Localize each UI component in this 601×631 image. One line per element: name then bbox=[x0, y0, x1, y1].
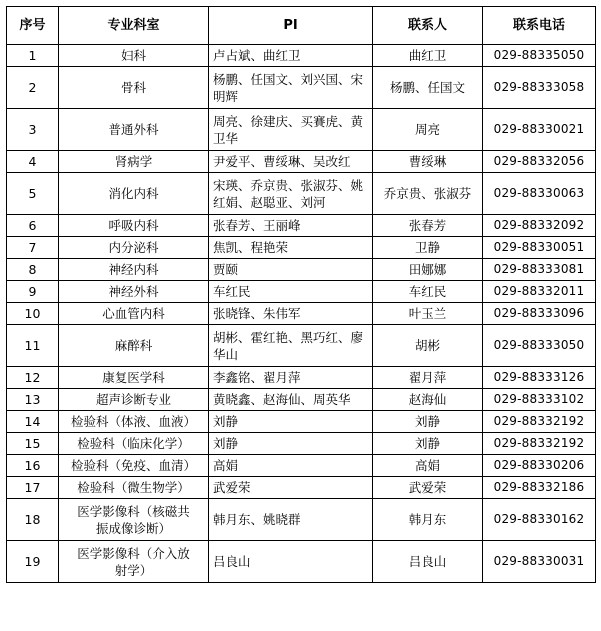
cell-contact: 田娜娜 bbox=[373, 259, 483, 281]
cell-index: 11 bbox=[7, 325, 59, 367]
cell-phone: 029-88332056 bbox=[483, 151, 596, 173]
table-row bbox=[7, 215, 596, 237]
cell-pi: 车红民 bbox=[209, 281, 373, 303]
cell-phone: 029-88330021 bbox=[483, 109, 596, 151]
cell-pi: 贾颐 bbox=[209, 259, 373, 281]
cell-contact: 曲红卫 bbox=[373, 45, 483, 67]
cell-phone: 029-88332011 bbox=[483, 281, 596, 303]
cell-pi: 武爱荣 bbox=[209, 477, 373, 499]
cell-contact: 武爱荣 bbox=[373, 477, 483, 499]
cell-department: 检验科（体液、血液） bbox=[59, 411, 209, 433]
cell-phone: 029-88330063 bbox=[483, 173, 596, 215]
cell-phone: 029-88333126 bbox=[483, 367, 596, 389]
cell-phone: 029-88332092 bbox=[483, 215, 596, 237]
table-row bbox=[7, 455, 596, 477]
table-row bbox=[7, 499, 596, 541]
cell-contact: 胡彬 bbox=[373, 325, 483, 367]
cell-pi: 周亮、徐建庆、买賽虎、黄卫华 bbox=[209, 109, 373, 151]
cell-index: 17 bbox=[7, 477, 59, 499]
cell-pi: 焦凯、程艳荣 bbox=[209, 237, 373, 259]
cell-index: 1 bbox=[7, 45, 59, 67]
header-department: 专业科室 bbox=[59, 7, 209, 45]
header-contact: 联系人 bbox=[373, 7, 483, 45]
cell-contact: 高娟 bbox=[373, 455, 483, 477]
cell-department: 超声诊断专业 bbox=[59, 389, 209, 411]
cell-index: 6 bbox=[7, 215, 59, 237]
cell-phone: 029-88333058 bbox=[483, 67, 596, 109]
cell-index: 3 bbox=[7, 109, 59, 151]
header-phone: 联系电话 bbox=[483, 7, 596, 45]
table-row bbox=[7, 259, 596, 281]
cell-pi: 胡彬、霍红艳、黑巧红、廖华山 bbox=[209, 325, 373, 367]
cell-contact: 韩月东 bbox=[373, 499, 483, 541]
cell-index: 7 bbox=[7, 237, 59, 259]
cell-contact: 乔京贵、张淑芬 bbox=[373, 173, 483, 215]
table-header-row bbox=[7, 7, 596, 45]
cell-phone: 029-88332192 bbox=[483, 411, 596, 433]
cell-contact: 周亮 bbox=[373, 109, 483, 151]
cell-index: 4 bbox=[7, 151, 59, 173]
cell-department: 检验科（微生物学） bbox=[59, 477, 209, 499]
cell-index: 2 bbox=[7, 67, 59, 109]
cell-pi: 刘静 bbox=[209, 433, 373, 455]
cell-department: 心血管内科 bbox=[59, 303, 209, 325]
table-row bbox=[7, 67, 596, 109]
cell-index: 15 bbox=[7, 433, 59, 455]
cell-index: 5 bbox=[7, 173, 59, 215]
cell-department: 医学影像科（核磁共振成像诊断） bbox=[59, 499, 209, 541]
cell-contact: 叶玉兰 bbox=[373, 303, 483, 325]
table-row bbox=[7, 237, 596, 259]
cell-department: 妇科 bbox=[59, 45, 209, 67]
cell-department: 普通外科 bbox=[59, 109, 209, 151]
cell-pi: 吕良山 bbox=[209, 541, 373, 583]
cell-phone: 029-88330162 bbox=[483, 499, 596, 541]
cell-contact: 杨鹏、任国文 bbox=[373, 67, 483, 109]
cell-contact: 翟月萍 bbox=[373, 367, 483, 389]
header-pi: PI bbox=[209, 7, 373, 45]
cell-contact: 曹绥琳 bbox=[373, 151, 483, 173]
cell-index: 13 bbox=[7, 389, 59, 411]
cell-phone: 029-88332186 bbox=[483, 477, 596, 499]
contact-table-container bbox=[6, 6, 596, 583]
cell-department: 医学影像科（介入放射学） bbox=[59, 541, 209, 583]
cell-pi: 高娟 bbox=[209, 455, 373, 477]
cell-department: 肾病学 bbox=[59, 151, 209, 173]
cell-index: 8 bbox=[7, 259, 59, 281]
cell-department: 消化内科 bbox=[59, 173, 209, 215]
cell-index: 14 bbox=[7, 411, 59, 433]
cell-index: 16 bbox=[7, 455, 59, 477]
table-row bbox=[7, 367, 596, 389]
cell-pi: 李鑫铭、翟月萍 bbox=[209, 367, 373, 389]
table-row bbox=[7, 151, 596, 173]
cell-phone: 029-88330206 bbox=[483, 455, 596, 477]
contact-table bbox=[6, 6, 596, 583]
cell-phone: 029-88332192 bbox=[483, 433, 596, 455]
table-row bbox=[7, 303, 596, 325]
cell-department: 检验科（免疫、血清） bbox=[59, 455, 209, 477]
table-row bbox=[7, 389, 596, 411]
cell-department: 呼吸内科 bbox=[59, 215, 209, 237]
cell-department: 麻醉科 bbox=[59, 325, 209, 367]
cell-department: 神经外科 bbox=[59, 281, 209, 303]
table-row bbox=[7, 325, 596, 367]
table-row bbox=[7, 281, 596, 303]
cell-pi: 张春芳、王丽峰 bbox=[209, 215, 373, 237]
table-row bbox=[7, 433, 596, 455]
cell-index: 18 bbox=[7, 499, 59, 541]
cell-contact: 刘静 bbox=[373, 411, 483, 433]
table-row bbox=[7, 109, 596, 151]
cell-pi: 张晓锋、朱伟军 bbox=[209, 303, 373, 325]
table-body bbox=[7, 45, 596, 583]
cell-department: 康复医学科 bbox=[59, 367, 209, 389]
cell-contact: 卫静 bbox=[373, 237, 483, 259]
table-row bbox=[7, 173, 596, 215]
cell-pi: 尹爱平、曹绥琳、吴改红 bbox=[209, 151, 373, 173]
cell-phone: 029-88333102 bbox=[483, 389, 596, 411]
table-row bbox=[7, 477, 596, 499]
table-row bbox=[7, 411, 596, 433]
cell-phone: 029-88335050 bbox=[483, 45, 596, 67]
cell-phone: 029-88333096 bbox=[483, 303, 596, 325]
cell-department: 检验科（临床化学） bbox=[59, 433, 209, 455]
cell-phone: 029-88330031 bbox=[483, 541, 596, 583]
cell-pi: 刘静 bbox=[209, 411, 373, 433]
header-index: 序号 bbox=[7, 7, 59, 45]
table-row bbox=[7, 541, 596, 583]
cell-department: 内分泌科 bbox=[59, 237, 209, 259]
cell-index: 9 bbox=[7, 281, 59, 303]
cell-index: 19 bbox=[7, 541, 59, 583]
cell-pi: 韩月东、姚晓群 bbox=[209, 499, 373, 541]
cell-index: 12 bbox=[7, 367, 59, 389]
cell-contact: 张春芳 bbox=[373, 215, 483, 237]
cell-pi: 黄晓鑫、赵海仙、周英华 bbox=[209, 389, 373, 411]
cell-pi: 宋瑛、乔京贵、张淑芬、姚红娟、赵聪亚、刘河 bbox=[209, 173, 373, 215]
cell-department: 骨科 bbox=[59, 67, 209, 109]
cell-department: 神经内科 bbox=[59, 259, 209, 281]
cell-phone: 029-88333050 bbox=[483, 325, 596, 367]
cell-contact: 刘静 bbox=[373, 433, 483, 455]
table-row bbox=[7, 45, 596, 67]
cell-index: 10 bbox=[7, 303, 59, 325]
cell-pi: 卢占斌、曲红卫 bbox=[209, 45, 373, 67]
cell-contact: 赵海仙 bbox=[373, 389, 483, 411]
cell-phone: 029-88333081 bbox=[483, 259, 596, 281]
cell-contact: 吕良山 bbox=[373, 541, 483, 583]
cell-pi: 杨鹏、任国文、刘兴国、宋明辉 bbox=[209, 67, 373, 109]
cell-phone: 029-88330051 bbox=[483, 237, 596, 259]
cell-contact: 车红民 bbox=[373, 281, 483, 303]
